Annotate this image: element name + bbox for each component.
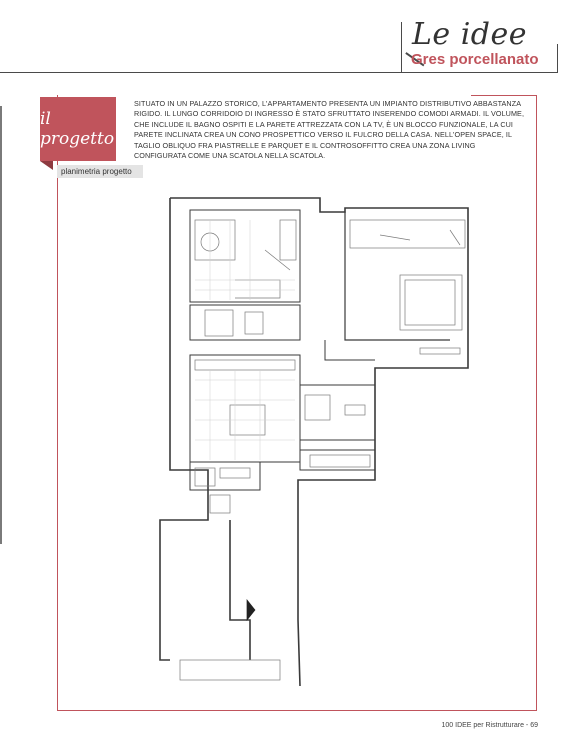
article-frame-top	[471, 95, 537, 96]
section-title: Le idee	[412, 17, 528, 52]
badge-fold	[40, 161, 53, 170]
header-box-right-line	[557, 44, 558, 73]
floorplan-label: planimetria progetto	[57, 165, 143, 178]
page-edge-mark	[0, 106, 2, 544]
project-badge-label: il progetto	[40, 109, 115, 149]
header-box-left-line	[401, 22, 402, 73]
page-footer: 100 IDEE per Ristrutturare - 69	[441, 722, 538, 729]
project-badge	[40, 97, 116, 161]
header-rule	[0, 72, 558, 73]
section-subtitle: Gres porcellanato	[411, 51, 539, 68]
intro-paragraph: SITUATO IN UN PALAZZO STORICO, L'APPARTAMENTO PRESENTA UN IMPIANTO DISTRIBUTIVO ABBASTANZA RIGIDO. IL LUNGO CORRIDOIO DI INGRESSO È STATO SFRUTTATO INSERENDO COMODI ARMADI. IL VOLUME, CHE INCLUDE IL BAGNO OSPITI E LA PARETE ATTREZZATA CON LA TV, È UN BLOCCO FUNZIONALE, LA CUI PARETE INCLINATA CREA UN CONO PROSPETTICO VERSO IL FULCRO DELLA CASA. NELL'OPEN SPACE, IL TAGLIO OBLIQUO FRA PIASTRELLE E PARQUET E IL CONTROSOFFITTO CREA UNA ZONA LIVING CONFIGURATA COME UNA SCATOLA NELLA SCATOLA.	[134, 99, 525, 161]
floorplan-drawing	[150, 190, 495, 686]
